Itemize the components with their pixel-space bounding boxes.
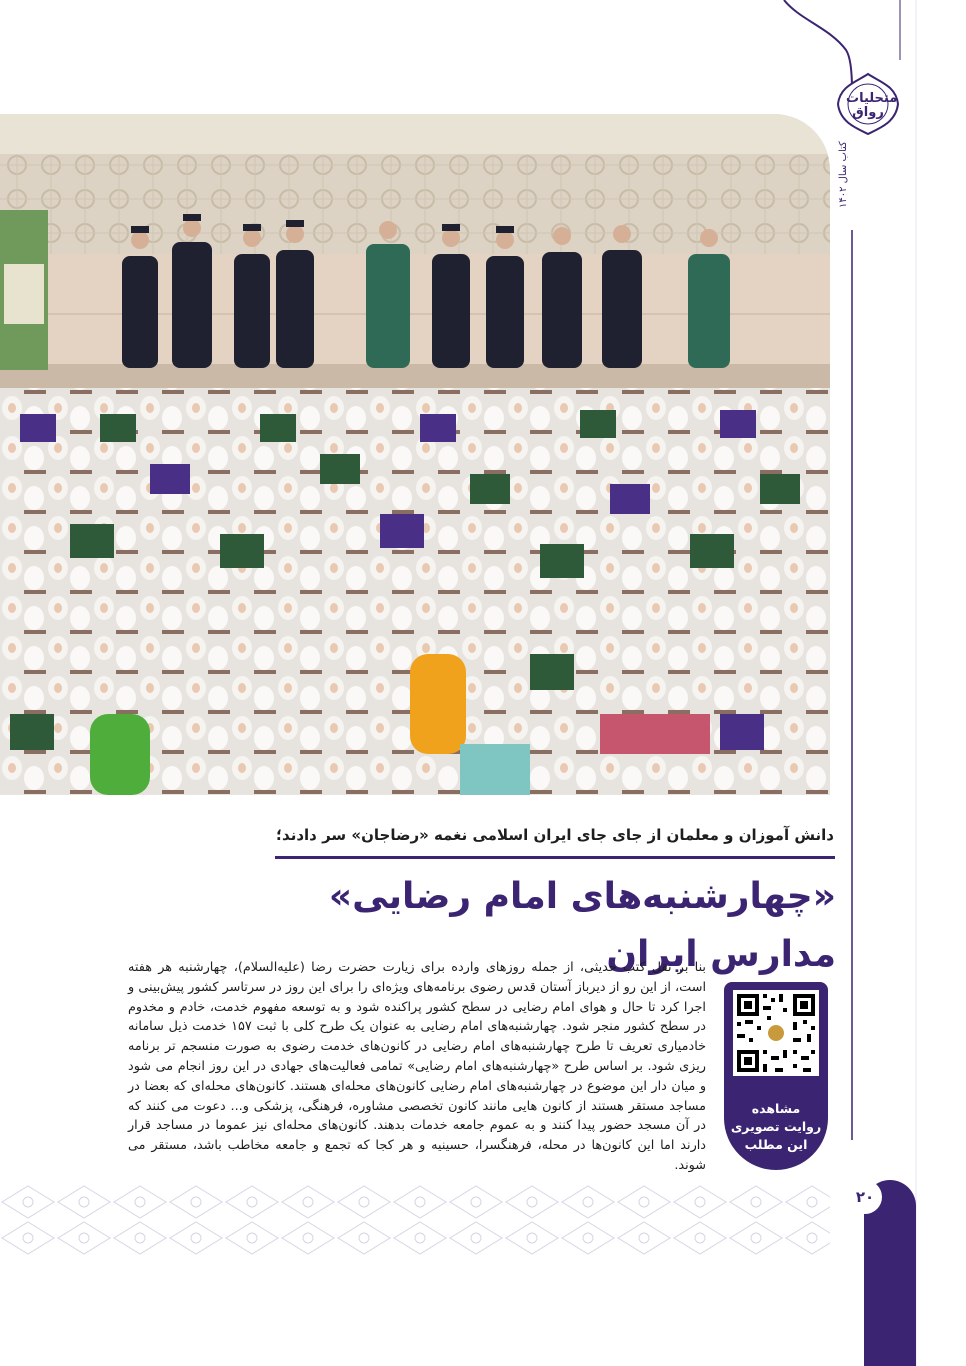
- qr-caption-line2: روایت تصویری: [730, 1119, 822, 1134]
- logo-text: متحلیات رواق: [846, 91, 898, 120]
- photo-illustration: [0, 114, 830, 795]
- event-photo: [0, 114, 830, 795]
- qr-code-icon: [733, 990, 819, 1076]
- qr-caption: [724, 1100, 828, 1154]
- article-headline: «چهارشنبه‌های امام رضایی» مدارس ایران: [328, 876, 836, 975]
- ornament-band: [0, 1184, 830, 1256]
- article-body: بنا بر نقل کتب حدیثی، از جمله روزهای وارده برای زیارت حضرت رضا (علیه‌السلام)، چهارشنبه هر هفته است، از این رو از دیرباز آستان قدس رضوی برنامه‌های ویژه‌ای را برای این روز در سرتاسر کشور پیش‌بینی و اجرا کرد تا حال و هوای امام رضایی در سطح کشور پراکنده شود و به توسعه مفهوم خدمت، خادم و مخدوم در سطح کشور منجر شود. چهارشنبه‌های امام رضایی به عنوان یک طرح کلی با ثبت ۱۵۷ خدمت ذیل سامانه خادمیاری تعریف تا طرح چهارشنبه‌های امام رضایی در کانون‌های خدمت رضوی به صورت منسجم تر برنامه ریزی شود. بر اساس طرح «چهارشنبه‌های امام رضایی» تمامی فعالیت‌های جهادی در این روز انجام می شود و میان دار این موضوع در چهارشنبه‌های امام رضایی کانون‌های محله‌ای هستند. کانون‌های محله‌ای که بعضا در مساجد مستقر هستند از کانون هایی مانند کانون تخصصی مشاوره، فرهنگی، پزشکی و... دعوت می کنند که در آن مسجد حضور پیدا کنند و به عموم جامعه خدمات بدهند. کانون‌های محله‌ای نیز عموما در مساجد قرار دارند اما این کانون‌ها در محله، فرهنگسرا، حسینیه و هر کجا که تجمع و جامعه مخاطب باشد، مستقر می شوند.: [128, 960, 706, 1173]
- qr-caption-line1: مشاهده: [751, 1101, 801, 1116]
- article-kicker: دانش آموزان و معلمان از جای جای ایران اسلامی نغمه «رضاجان» سر دادند؛: [276, 826, 834, 844]
- headline-rule: [275, 856, 835, 859]
- qr-caption-line3: این مطلب: [744, 1137, 808, 1152]
- year-label: کتاب سال ۱۴۰۲: [838, 141, 849, 209]
- qr-code[interactable]: [733, 990, 819, 1076]
- page-number: ۲۰: [848, 1180, 882, 1214]
